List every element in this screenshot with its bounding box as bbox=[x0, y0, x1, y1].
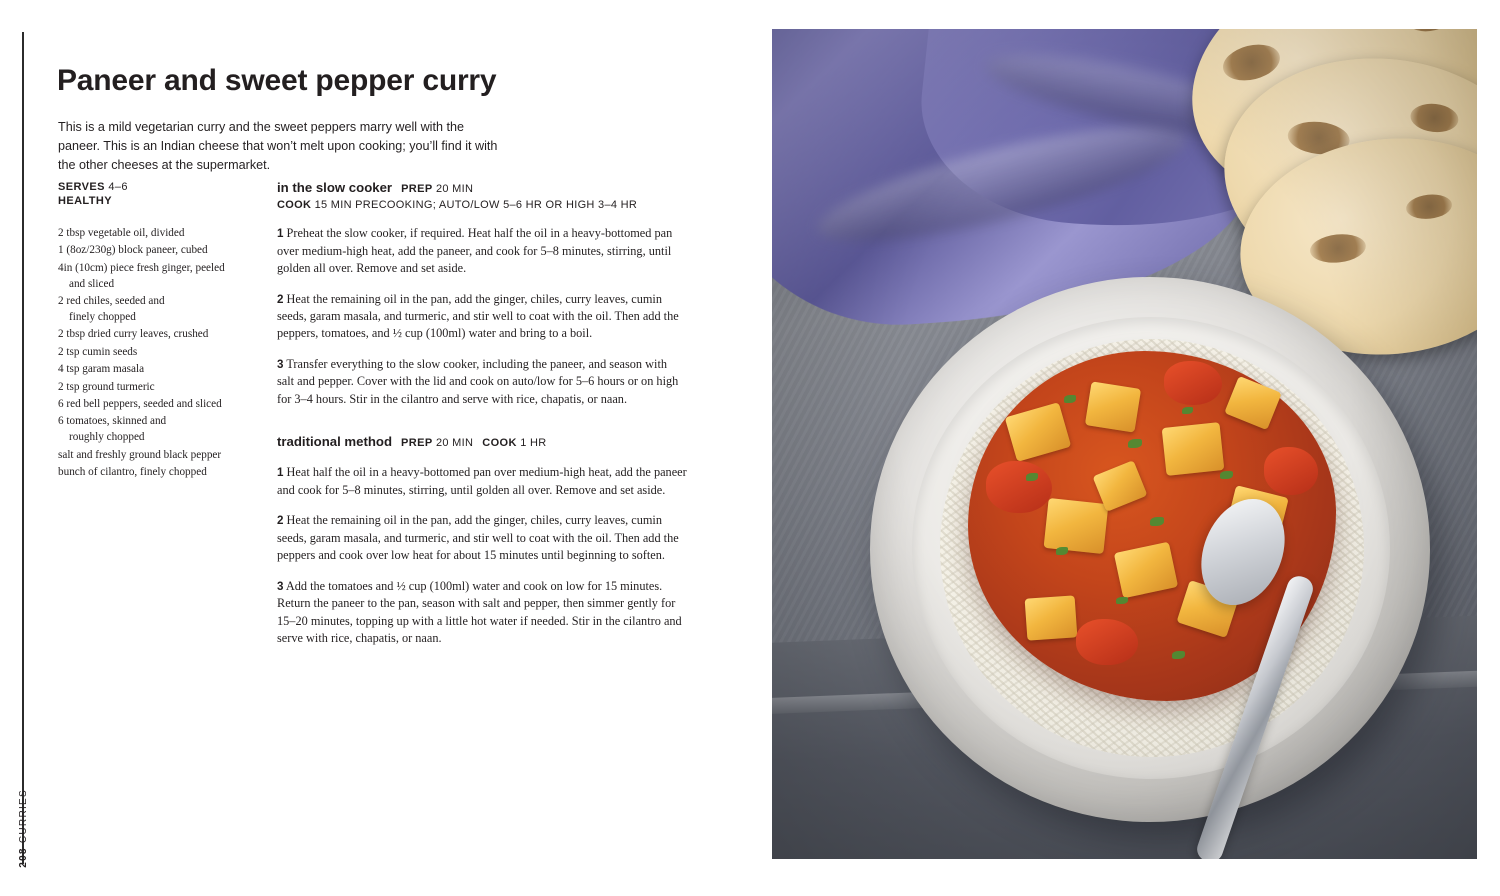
list-item bbox=[58, 243, 254, 259]
step-text: Add the tomatoes and ½ cup (100ml) water and cook on low for 15 minutes. Return the paneer to the pan, season with salt and pepper, then simmer gently for 15–20 minutes, topping up with a little hot water if needed. Stir in the cilantro and serve with rice, chapatis, or naan. bbox=[277, 578, 682, 646]
step bbox=[277, 464, 687, 499]
step-text: Heat the remaining oil in the pan, add the ginger, chiles, curry leaves, cumin seeds, garam masala, and turmeric, and stir well to coat with the oil. Then add the peppers, tomatoes, and ½ cup (100ml) water and bring to a boil. bbox=[277, 291, 679, 341]
step-number: 1 bbox=[277, 466, 284, 480]
page-spine-rule bbox=[22, 32, 24, 864]
slow-cooker-section bbox=[277, 180, 687, 408]
page-footer bbox=[18, 789, 40, 868]
step bbox=[277, 356, 687, 408]
prep-value: 20 MIN bbox=[435, 183, 474, 195]
serves-value: 4–6 bbox=[108, 181, 128, 193]
ingredient-text: 6 tomatoes, skinned and bbox=[58, 415, 167, 428]
ingredient-text: 4 tsp garam masala bbox=[58, 363, 145, 376]
list-item bbox=[58, 397, 254, 413]
step-number: 3 bbox=[277, 579, 284, 593]
method-column bbox=[277, 180, 687, 661]
traditional-section bbox=[277, 434, 687, 647]
step bbox=[277, 512, 687, 564]
step-text: Heat the remaining oil in the pan, add the ginger, chiles, curry leaves, cumin seeds, garam masala, and turmeric, and stir well to coat with the oil. Then add the peppers and cook over low heat for about 15 minutes until beginning to soften. bbox=[277, 513, 679, 563]
step-text: Transfer everything to the slow cooker, including the paneer, and season with salt and pepper. Cover with the lid and cook on auto/low for 5–6 hours or on high for 3–4 hours. Stir in the cilantro and serve with rice, chapatis, or naan. bbox=[277, 356, 679, 406]
ingredient-text: 2 tsp ground turmeric bbox=[58, 380, 155, 393]
cook-value: 1 HR bbox=[520, 437, 547, 450]
cook-value: 15 MIN PRECOOKING; AUTO/LOW 5–6 HR OR HIGH 3–4 HR bbox=[314, 199, 638, 212]
list-item bbox=[58, 414, 254, 446]
step bbox=[277, 578, 687, 648]
footer-vertical-text bbox=[18, 789, 29, 868]
step-text: Preheat the slow cooker, if required. Heat half the oil in a heavy-bottomed pan over medium-high heat, add the paneer, and cook for 5–8 minutes, stirring, until golden all over. Remove and set aside. bbox=[277, 226, 673, 276]
ingredient-text: 6 red bell peppers, seeded and sliced bbox=[58, 397, 222, 410]
step-number: 1 bbox=[277, 227, 284, 241]
ingredients-list bbox=[58, 226, 254, 481]
list-item bbox=[58, 448, 254, 464]
prep-label: PREP bbox=[401, 437, 433, 450]
traditional-steps bbox=[277, 464, 687, 647]
ingredient-text-cont: finely chopped bbox=[69, 310, 136, 323]
ingredient-text: 2 tbsp vegetable oil, divided bbox=[58, 226, 185, 239]
recipe-photograph bbox=[772, 29, 1477, 859]
ingredient-text-cont: and sliced bbox=[69, 277, 115, 290]
list-item bbox=[58, 380, 254, 396]
ingredient-text: bunch of cilantro, finely chopped bbox=[58, 466, 207, 479]
ingredient-text: 2 red chiles, seeded and bbox=[58, 294, 165, 307]
serves-line bbox=[58, 180, 254, 195]
ingredient-text: 2 tsp cumin seeds bbox=[58, 345, 138, 358]
slow-cooker-heading-row bbox=[277, 180, 687, 196]
page-number: 208 bbox=[18, 847, 29, 868]
step-number: 2 bbox=[277, 514, 284, 528]
ingredient-text-cont: roughly chopped bbox=[69, 431, 145, 444]
ingredient-text: 1 (8oz/230g) block paneer, cubed bbox=[58, 244, 208, 257]
traditional-prep bbox=[401, 437, 473, 450]
step-number: 3 bbox=[277, 357, 284, 371]
chapter-name: CURRIES bbox=[18, 789, 29, 844]
page-title: Paneer and sweet pepper curry bbox=[57, 64, 497, 98]
list-item bbox=[58, 226, 254, 242]
traditional-heading: traditional method bbox=[277, 434, 393, 450]
list-item bbox=[58, 261, 254, 293]
step bbox=[277, 291, 687, 343]
prep-value: 20 MIN bbox=[435, 437, 474, 450]
ingredient-text: salt and freshly ground black pepper bbox=[58, 448, 222, 461]
slow-cooker-prep bbox=[401, 183, 473, 196]
ingredient-text: 2 tbsp dried curry leaves, crushed bbox=[58, 328, 209, 341]
list-item bbox=[58, 294, 254, 326]
serves-label: SERVES bbox=[58, 181, 105, 193]
slow-cooker-cook bbox=[277, 199, 687, 211]
step bbox=[277, 225, 687, 277]
healthy-tag: HEALTHY bbox=[58, 194, 112, 207]
list-item bbox=[58, 362, 254, 378]
ingredient-text: 4in (10cm) piece fresh ginger, peeled bbox=[58, 261, 225, 274]
ingredients-column bbox=[58, 180, 254, 482]
cook-label: COOK bbox=[482, 437, 517, 450]
list-item bbox=[58, 327, 254, 343]
slow-cooker-heading: in the slow cooker bbox=[277, 180, 393, 195]
slow-cooker-steps bbox=[277, 225, 687, 408]
step-text: Heat half the oil in a heavy-bottomed pan over medium-high heat, add the paneer and cook for 5–8 minutes, stirring, until golden all over. Remove and set aside. bbox=[277, 465, 687, 497]
traditional-heading-row bbox=[277, 434, 687, 450]
step-number: 2 bbox=[277, 292, 284, 306]
list-item bbox=[58, 465, 254, 481]
recipe-intro: This is a mild vegetarian curry and the sweet peppers marry well with the paneer. This is an Indian cheese that won’t melt upon cooking; you’ll find it with the other cheeses at the supermarket. bbox=[58, 119, 498, 172]
list-item bbox=[58, 345, 254, 361]
cook-label: COOK bbox=[277, 199, 312, 212]
traditional-cook bbox=[482, 437, 546, 450]
prep-label: PREP bbox=[401, 183, 433, 195]
